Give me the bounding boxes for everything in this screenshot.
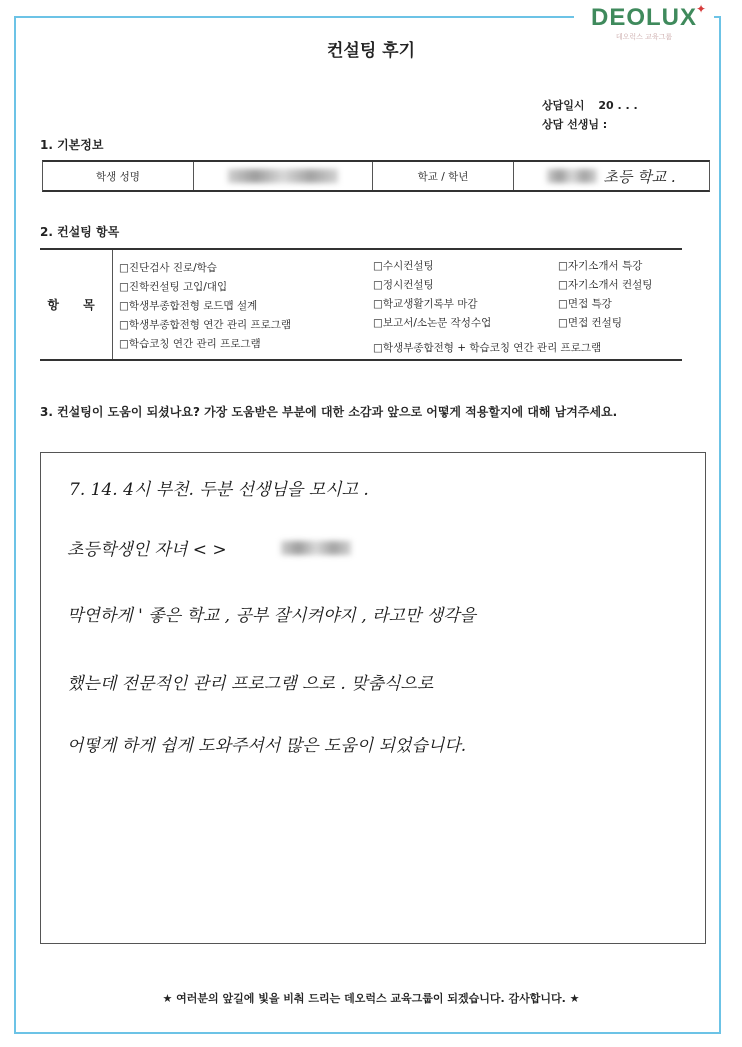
student-name-label: 학생 성명	[43, 162, 194, 190]
redacted-student-name	[228, 169, 338, 183]
logo-subtext: 데오럭스 교육그룹	[615, 33, 673, 41]
student-name-value	[194, 162, 373, 190]
basic-info-table	[42, 160, 710, 192]
school-grade-text: 초등 학교 .	[603, 167, 676, 186]
item-checkbox[interactable]: □정시컨설팅	[373, 279, 434, 291]
item-checkbox[interactable]: □진학컨설팅 고입/대입	[119, 281, 228, 293]
handwritten-line: 7. 14. 4시 부천. 두분 선생님을 모시고 .	[69, 480, 369, 500]
feedback-answer-box	[40, 452, 706, 944]
consult-teacher-label: 상담 선생님 :	[542, 118, 608, 131]
item-checkbox[interactable]: □진단검사 진로/학습	[119, 262, 217, 274]
school-grade-label: 학교 / 학년	[373, 162, 514, 190]
footer-message: ★ 여러분의 앞길에 빛을 비춰 드리는 데오럭스 교육그룹이 되겠습니다. 감사합니다. ★	[162, 992, 580, 1005]
redacted-school-name	[547, 169, 597, 183]
handwritten-line: 초등학생인 자녀 < >	[67, 540, 227, 560]
star-icon: ✦	[695, 2, 706, 16]
item-checkbox[interactable]: □학교생활기록부 마감	[373, 298, 478, 310]
items-body	[113, 250, 682, 359]
item-checkbox[interactable]: □면접 컨설팅	[558, 317, 622, 329]
logo-text: DEOLUX	[590, 4, 697, 31]
section-basic-info-heading: 1. 기본정보	[40, 138, 104, 152]
consult-date-value: 20 . . .	[598, 99, 638, 112]
page-title: 컨설팅 후기	[326, 41, 416, 61]
handwritten-line: 막연하게 ' 좋은 학교 , 공부 잘시켜야지 , 라고만 생각을	[67, 606, 476, 626]
section-consulting-items-heading: 2. 컨설팅 항목	[40, 225, 120, 239]
items-label: 항 목	[40, 250, 113, 359]
item-checkbox[interactable]: □학생부종합전형 + 학습코칭 연간 관리 프로그램	[373, 342, 602, 354]
item-checkbox[interactable]: □학습코칭 연간 관리 프로그램	[119, 338, 261, 350]
item-checkbox[interactable]: □자기소개서 컨설팅	[558, 279, 653, 291]
item-checkbox[interactable]: □면접 특강	[558, 298, 612, 310]
handwritten-line: 했는데 전문적인 관리 프로그램 으로 . 맞춤식으로	[67, 674, 434, 694]
consult-date	[542, 97, 638, 113]
consult-date-label: 상담일시	[542, 99, 585, 112]
item-checkbox[interactable]: □보고서/소논문 작성수업	[373, 317, 492, 329]
handwritten-line: 어떻게 하게 쉽게 도와주셔서 많은 도움이 되었습니다.	[67, 736, 467, 756]
school-grade-value	[514, 162, 709, 190]
feedback-question: 3. 컨설팅이 도움이 되셨나요? 가장 도움받은 부분에 대한 소감과 앞으로 어떻게 적용할지에 대해 남겨주세요.	[40, 405, 618, 419]
item-checkbox[interactable]: □학생부종합전형 로드맵 설계	[119, 300, 258, 312]
item-checkbox[interactable]: □수시컨설팅	[373, 260, 434, 272]
item-checkbox[interactable]: □학생부종합전형 연간 관리 프로그램	[119, 319, 292, 331]
redacted-child-name	[281, 541, 351, 555]
consulting-items-table	[40, 248, 682, 361]
item-checkbox[interactable]: □자기소개서 특강	[558, 260, 643, 272]
